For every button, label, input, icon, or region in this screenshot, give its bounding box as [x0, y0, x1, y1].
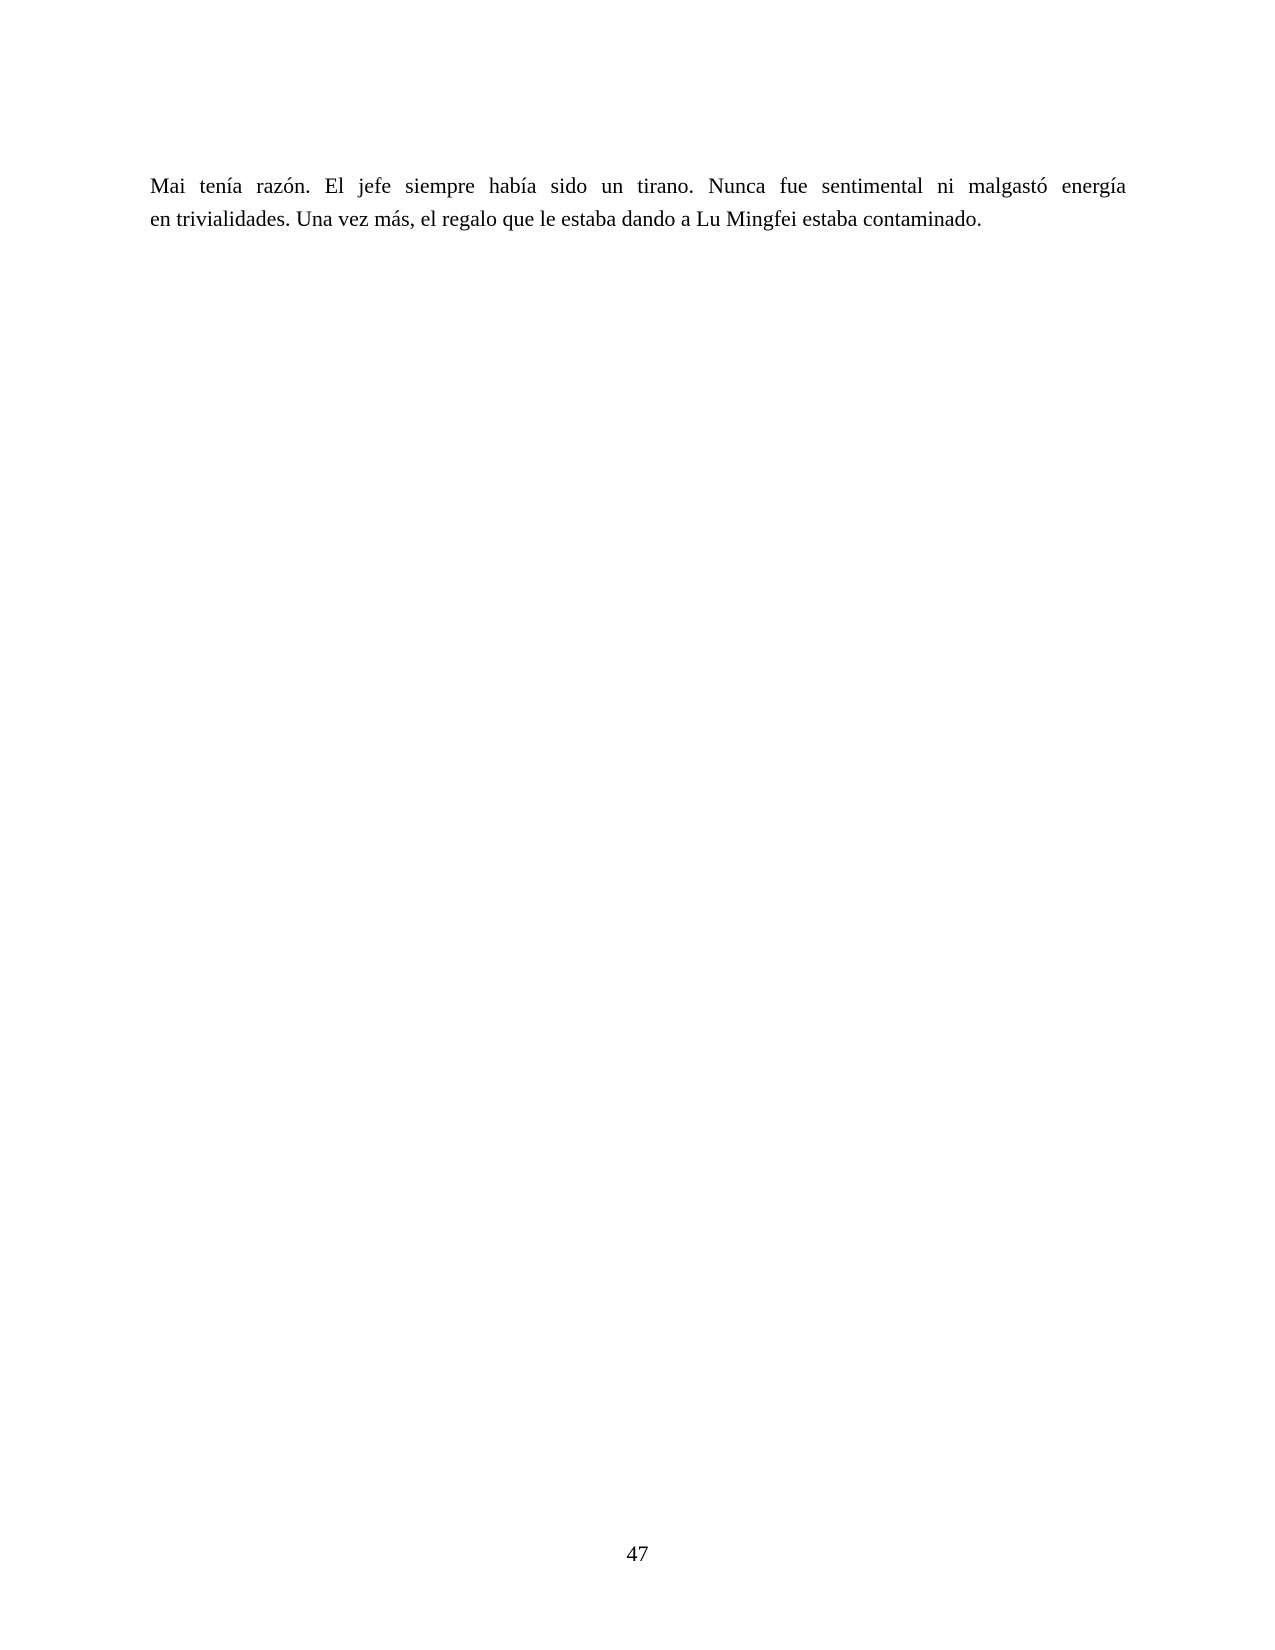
paragraph-line-1: Mai tenía razón. El jefe siempre había sido un tirano. Nunca fue sentimental ni malgastó energía	[150, 173, 1126, 198]
paragraph-line-2: en trivialidades. Una vez más, el regalo que le estaba dando a Lu Mingfei estaba contaminado.	[150, 206, 983, 231]
page-number: 47	[626, 1541, 649, 1566]
paragraph	[150, 169, 1126, 235]
